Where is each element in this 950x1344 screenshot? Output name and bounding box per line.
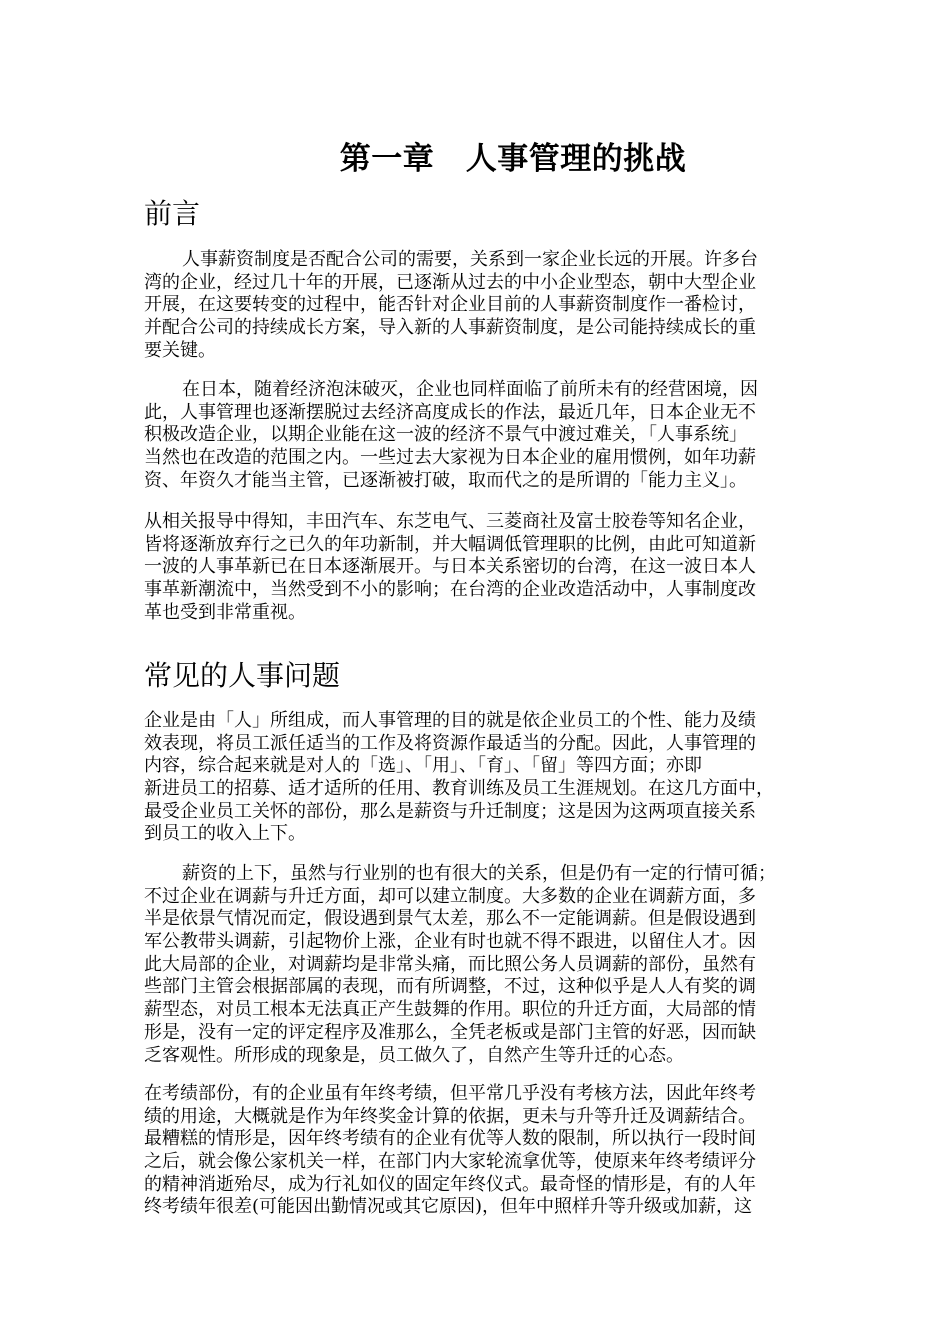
paragraph-line: 到员工的收入上下。 (144, 823, 306, 845)
paragraph-line: 资、年资久才能当主管，已逐渐被打破，取而代之的是所谓的「能力主义」。 (144, 469, 747, 491)
paragraph-line: 皆将逐渐放弃行之已久的年功新制，并大幅调低管理职的比例，由此可知道新 (144, 533, 756, 555)
paragraph-line: 开展，在这要转变的过程中，能否针对企业目前的人事薪资制度作一番检讨， (144, 294, 756, 316)
section-heading-preface: 前言 (144, 197, 201, 230)
paragraph (144, 511, 824, 624)
paragraph-line: 的精神消逝殆尽，成为行礼如仪的固定年终仪式。最奇怪的情形是，有的人年 (144, 1173, 756, 1195)
paragraph-line: 在日本，随着经济泡沫破灭，企业也同样面临了前所未有的经营困境，因 (182, 379, 758, 400)
paragraph-line: 最糟糕的情形是，因年终考绩有的企业有优等人数的限制，所以执行一段时间 (144, 1128, 756, 1150)
paragraph-line: 形是，没有一定的评定程序及准那么，全凭老板或是部门主管的好恶，因而缺 (144, 1021, 756, 1043)
paragraph-line: 效表现，将员工派任适当的工作及将资源作最适当的分配。因此，人事管理的 (144, 732, 756, 754)
paragraph-line: 最受企业员工关怀的部份，那么是薪资与升迁制度；这是因为这两项直接关系 (144, 800, 756, 822)
paragraph-line: 人事薪资制度是否配合公司的需要，关系到一家企业长远的开展。许多台 (182, 249, 758, 270)
paragraph-line: 此大局部的企业，对调薪均是非常头痛，而比照公务人员调薪的部份，虽然有 (144, 953, 756, 975)
paragraph-line: 薪型态，对员工根本无法真正产生鼓舞的作用。职位的升迁方面，大局部的情 (144, 999, 756, 1021)
paragraph-line: 乏客观性。所形成的现象是，员工做久了，自然产生等升迁的心态。 (144, 1044, 684, 1066)
paragraph-line: 半是依景气情况而定，假设遇到景气太差，那么不一定能调薪。但是假设遇到 (144, 908, 756, 930)
paragraph-line: 些部门主管会根据部属的表现，而有所调整，不过，这种似乎是人人有奖的调 (144, 976, 756, 998)
paragraph-line: 并配合公司的持续成长方案，导入新的人事薪资制度，是公司能持续成长的重 (144, 317, 756, 339)
paragraph-line: 一波的人事革新已在日本逐渐展开。与日本关系密切的台湾，在这一波日本人 (144, 556, 756, 578)
paragraph-line: 要关键。 (144, 339, 216, 361)
paragraph-line: 内容，综合起来就是对人的「选」、「用」、「育」、「留」等四方面；亦即 (144, 755, 702, 777)
paragraph-line: 军公教带头调薪，引起物价上涨，企业有时也就不得不跟进，以留住人才。因 (144, 931, 756, 953)
paragraph-line: 绩的用途，大概就是作为年终奖金计算的依据，更未与升等升迁及调薪结合。 (144, 1105, 756, 1127)
paragraph (144, 710, 824, 846)
paragraph-line: 新进员工的招募、适才适所的任用、教育训练及员工生涯规划。在这几方面中， (144, 778, 774, 800)
paragraph (144, 1083, 824, 1219)
paragraph-line: 从相关报导中得知，丰田汽车、东芝电气、三菱商社及富士胶卷等知名企业， (144, 511, 756, 532)
paragraph (144, 863, 824, 1067)
paragraph-line: 之后，就会像公家机关一样，在部门内大家轮流拿优等，使原来年终考绩评分 (144, 1151, 756, 1173)
paragraph (144, 379, 824, 492)
chapter-title: 第一章 人事管理的挑战 (339, 140, 687, 177)
paragraph-line: 在考绩部份，有的企业虽有年终考绩，但平常几乎没有考核方法，因此年终考 (144, 1083, 756, 1104)
paragraph (144, 249, 824, 362)
paragraph-line: 当然也在改造的范围之内。一些过去大家视为日本企业的雇用惯例，如年功薪 (144, 447, 756, 469)
paragraph-line: 企业是由「人」所组成，而人事管理的目的就是依企业员工的个性、能力及绩 (144, 710, 756, 731)
paragraph-line: 革也受到非常重视。 (144, 601, 306, 623)
paragraph-line: 积极改造企业，以期企业能在这一波的经济不景气中渡过难关，「人事系统」 (144, 424, 747, 446)
paragraph-line: 湾的企业，经过几十年的开展，已逐渐从过去的中小企业型态，朝中大型企业 (144, 271, 756, 293)
paragraph-line: 不过企业在调薪与升迁方面，却可以建立制度。大多数的企业在调薪方面，多 (144, 885, 756, 907)
paragraph-line: 薪资的上下，虽然与行业别的也有很大的关系，但是仍有一定的行情可循； (182, 863, 776, 884)
paragraph-line: 事革新潮流中，当然受到不小的影响；在台湾的企业改造活动中，人事制度改 (144, 579, 756, 601)
paragraph-line: 此，人事管理也逐渐摆脱过去经济高度成长的作法，最近几年，日本企业无不 (144, 401, 756, 423)
paragraph-line: 终考绩年很差(可能因出勤情况或其它原因)，但年中照样升等升级或加薪，这 (144, 1196, 753, 1218)
section-heading-common-issues: 常见的人事问题 (144, 659, 341, 692)
